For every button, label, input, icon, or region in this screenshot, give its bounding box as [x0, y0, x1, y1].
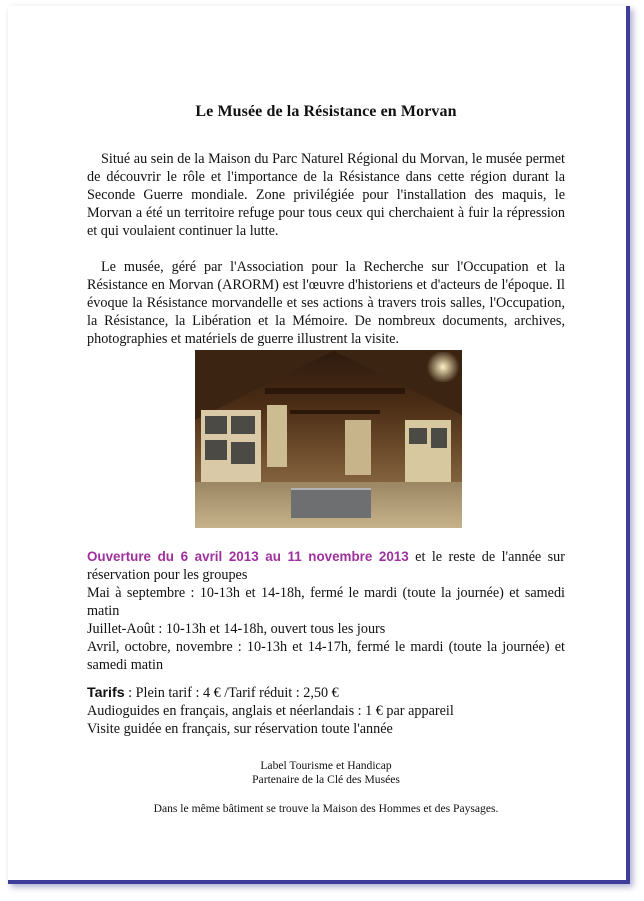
intro-paragraph: Situé au sein de la Maison du Parc Naturel Régional du Morvan, le musée permet de découvrir le rôle et l'importance de la Résistance dans cette région durant la Seconde Guerre mondiale. Zone privilégiée pour l'installation des maquis, le Morvan a été un territoire refuge pour tous ceux qui cherchaient à fuir la répression et qui voulaient continuer la lutte. — [87, 151, 565, 239]
schedule-april-oct-nov: Avril, octobre, novembre : 10-13h et 14-17h, fermé le mardi (toute la journée) et samedi matin — [87, 639, 565, 673]
page-title: Le Musée de la Résistance en Morvan — [195, 103, 457, 120]
schedule-july-august: Juillet-Août : 10-13h et 14-18h, ouvert tous les jours — [87, 621, 386, 637]
tarifs-amounts: : Plein tarif : 4 € /Tarif réduit : 2,50 € — [124, 685, 339, 701]
labels-section — [87, 759, 565, 787]
museum-interior-photo — [195, 350, 462, 528]
label-cle-des-musees: Partenaire de la Clé des Musées — [252, 773, 400, 786]
guided-tour-info: Visite guidée en français, sur réservation toute l'année — [87, 721, 393, 737]
opening-period — [87, 548, 565, 584]
opening-schedule — [87, 548, 565, 674]
museum-paragraph: Le musée, géré par l'Association pour la Recherche sur l'Occupation et la Résistance en Morvan (ARORM) est l'œuvre d'historiens et d'acteurs de l'époque. Il évoque la Résistance morvandelle et ses actions à travers trois salles, l'Occupation, la Résistance, la Libération et la Mémoire. De nombreux documents, archives, photographies et matériels de guerre illustrent la visite. — [87, 259, 565, 347]
label-tourisme-handicap: Label Tourisme et Handicap — [260, 759, 392, 772]
tarifs-label: Tarifs — [87, 685, 125, 701]
opening-groups: et le reste de l'année sur réservation pour les groupes — [87, 549, 565, 583]
schedule-may-september: Mai à septembre : 10-13h et 14-18h, fermé le mardi (toute la journée) et samedi matin — [87, 585, 565, 619]
opening-dates: Ouverture du 6 avril 2013 au 11 novembre 2013 — [87, 549, 409, 564]
document-content — [87, 103, 565, 828]
tarifs-prices — [87, 684, 565, 702]
building-note: Dans le même bâtiment se trouve la Maison des Hommes et des Paysages. — [153, 802, 499, 815]
document-page — [8, 6, 630, 884]
audioguides-info: Audioguides en français, anglais et néerlandais : 1 € par appareil — [87, 703, 454, 719]
tarifs-section — [87, 684, 565, 738]
